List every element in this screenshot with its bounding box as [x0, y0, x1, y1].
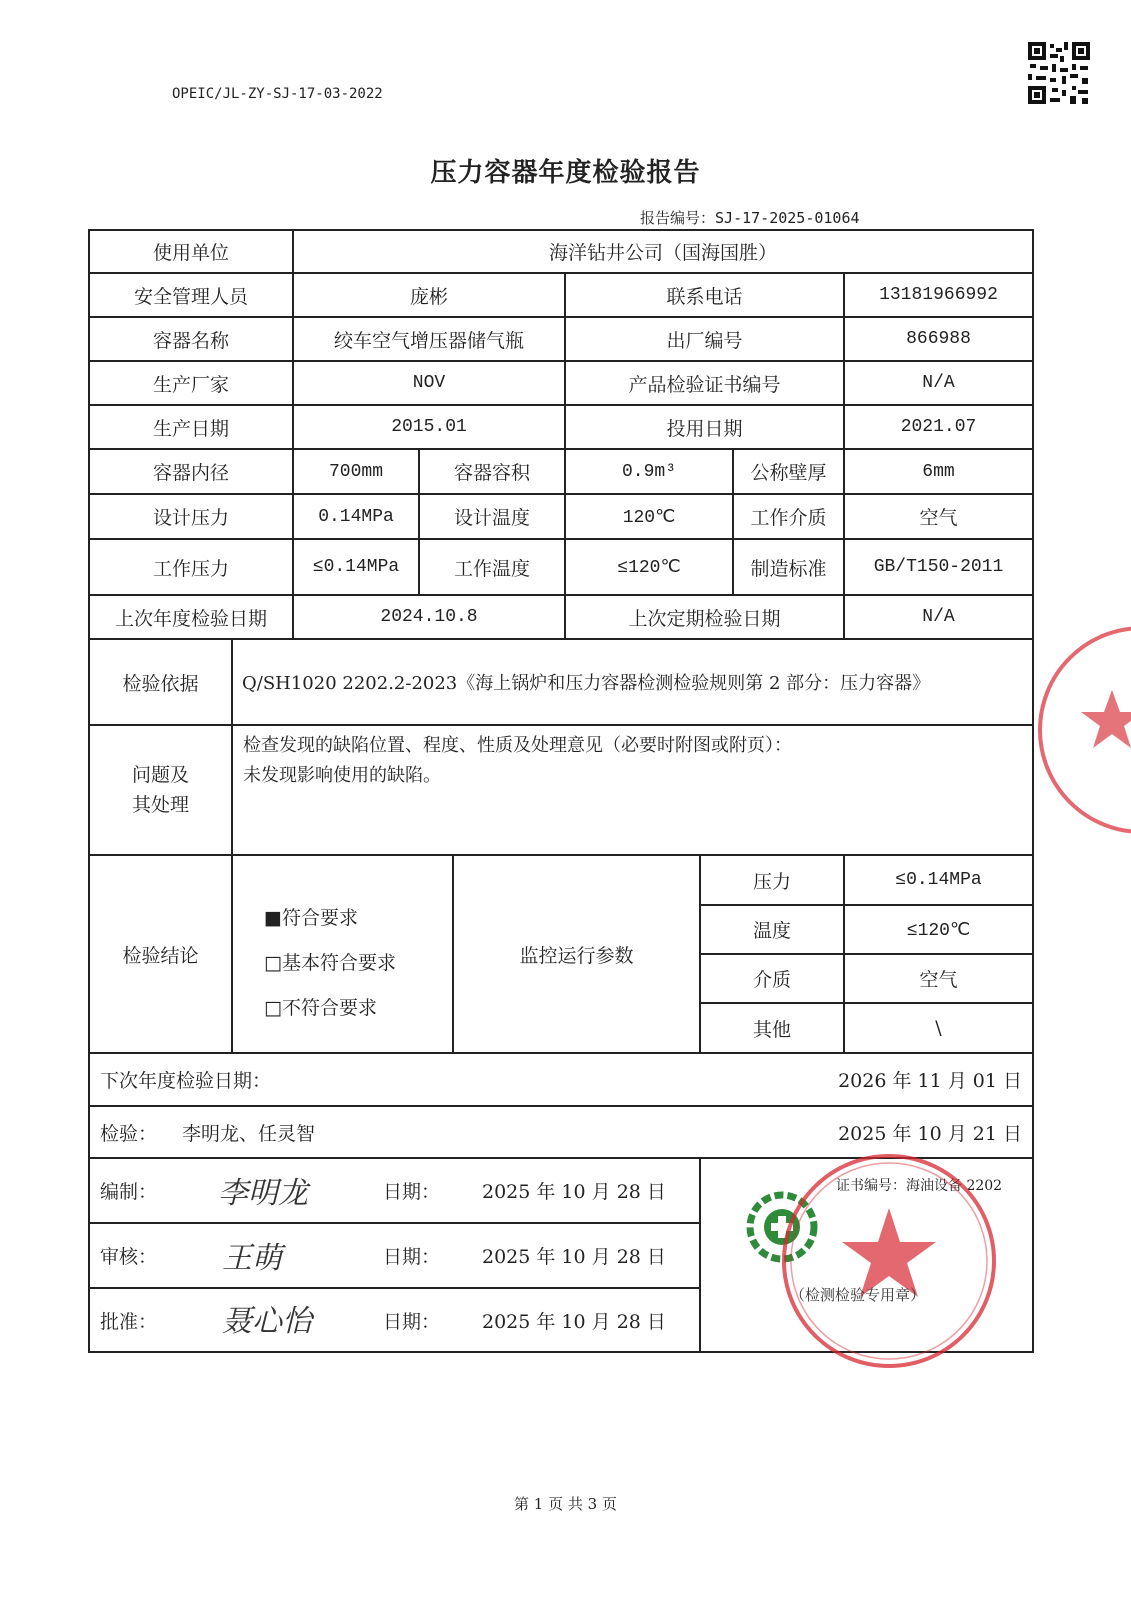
prod-date-value: 2015.01	[391, 417, 467, 437]
inner-dia-label: 容器内径	[152, 462, 229, 484]
volume-value: 0.9m³	[621, 461, 676, 482]
wall-label: 公称壁厚	[750, 462, 827, 484]
problem-text-line-2: 未发现影响使用的缺陷。	[243, 765, 441, 786]
report-title: 压力容器年度检验报告	[430, 158, 701, 188]
work-temp-label: 工作温度	[453, 557, 530, 580]
problem-text-line-1: 检查发现的缺陷位置、程度、性质及处理意见（必要时附图或附页）：	[243, 735, 792, 756]
next-inspection-label: 下次年度检验日期：	[100, 1070, 272, 1092]
monitor-temp-label: 温度	[752, 920, 791, 942]
compile-signature: 李明龙	[218, 1176, 308, 1211]
approve-date-label: 日期：	[383, 1310, 441, 1333]
next-inspection-date: 2026 年 11 月 01 日	[838, 1070, 1022, 1092]
monitor-temp-value: ≤120℃	[906, 920, 971, 941]
work-pressure-value: ≤0.14MPa	[312, 557, 400, 577]
use-date-label: 投用日期	[666, 417, 743, 440]
compile-date: 2025 年 10 月 28 日	[482, 1181, 666, 1203]
last-annual-label: 上次年度检验日期	[114, 607, 267, 630]
wall-value: 6mm	[922, 461, 955, 482]
review-date: 2025 年 10 月 28 日	[482, 1246, 666, 1268]
vessel-name-value: 绞车空气增压器储气瓶	[333, 329, 524, 352]
compile-label: 编制：	[100, 1181, 158, 1203]
cert-no-label: 产品检验证书编号	[628, 373, 781, 396]
vessel-name-label: 容器名称	[152, 329, 229, 352]
approve-signature: 聂心怡	[222, 1304, 312, 1339]
standard-label: 制造标准	[750, 557, 827, 580]
qr-code-icon	[1026, 40, 1092, 106]
problem-label-line-2: 其处理	[131, 794, 189, 816]
factory-no-value: 866988	[906, 329, 971, 349]
inspection-seal-icon	[776, 1148, 1002, 1374]
option-basically-compliant: □基本符合要求	[264, 952, 396, 974]
medium-label: 工作介质	[750, 507, 827, 529]
compile-date-label: 日期：	[383, 1181, 441, 1203]
conclusion-label: 检验结论	[122, 944, 199, 967]
option-non-compliant: □不符合要求	[264, 997, 377, 1019]
review-date-label: 日期：	[383, 1246, 441, 1268]
design-temp-value: 120℃	[622, 507, 676, 528]
user-unit-value: 海洋钻井公司（国海国胜）	[548, 242, 777, 264]
inspector-label: 检验：	[100, 1122, 158, 1145]
use-date-value: 2021.07	[900, 417, 977, 437]
monitor-medium-label: 介质	[752, 969, 791, 991]
basis-value: Q/SH1020 2202.2-2023《海上锅炉和压力容器检测检验规则第 2 部分：压力容器》	[242, 673, 931, 694]
last-periodic-value: N/A	[922, 607, 955, 627]
monitor-medium-value: 空气	[919, 969, 958, 991]
safety-manager-label: 安全管理人员	[133, 285, 248, 308]
approve-label: 批准：	[100, 1310, 158, 1333]
phone-value: 13181966992	[879, 285, 998, 305]
monitor-pressure-label: 压力	[752, 870, 791, 893]
review-signature: 王萌	[222, 1241, 282, 1276]
design-pressure-label: 设计压力	[152, 507, 229, 529]
monitor-pressure-value: ≤0.14MPa	[895, 870, 982, 890]
standard-value: GB/T150-2011	[873, 557, 1004, 577]
option-compliant: ■符合要求	[264, 907, 358, 929]
certificate-number: 证书编号：海油设备 2202	[836, 1178, 1003, 1194]
conclusion-options	[264, 896, 396, 1031]
medium-value: 空气	[919, 507, 958, 529]
problem-text	[243, 731, 792, 791]
design-temp-label: 设计温度	[453, 507, 530, 529]
document-code: OPEIC/JL-ZY-SJ-17-03-2022	[172, 86, 383, 102]
edge-seal-icon	[1032, 620, 1131, 840]
monitor-other-label: 其他	[752, 1018, 791, 1041]
report-number	[640, 207, 860, 228]
volume-label: 容器容积	[453, 462, 530, 484]
last-annual-value: 2024.10.8	[380, 607, 478, 627]
design-pressure-value: 0.14MPa	[318, 506, 394, 527]
review-label: 审核：	[100, 1246, 158, 1268]
report-number-label: 报告编号：	[640, 209, 716, 227]
work-pressure-label: 工作压力	[152, 557, 229, 580]
page-number: 第 1 页 共 3 页	[514, 1495, 617, 1513]
prod-date-label: 生产日期	[152, 417, 229, 440]
manufacturer-label: 生产厂家	[152, 373, 229, 396]
monitor-other-value: \	[935, 1017, 942, 1039]
factory-no-label: 出厂编号	[666, 329, 743, 352]
inner-dia-value: 700mm	[328, 461, 383, 482]
manufacturer-value: NOV	[412, 373, 446, 393]
phone-label: 联系电话	[666, 285, 743, 308]
work-temp-value: ≤120℃	[617, 558, 681, 578]
monitor-label: 监控运行参数	[519, 944, 634, 967]
cert-no-value: N/A	[922, 373, 955, 393]
user-unit-label: 使用单位	[152, 242, 229, 264]
problem-label-line-1: 问题及	[131, 764, 189, 786]
last-periodic-label: 上次定期检验日期	[628, 607, 781, 630]
inspection-date: 2025 年 10 月 21 日	[838, 1122, 1022, 1145]
approve-date: 2025 年 10 月 28 日	[482, 1310, 666, 1333]
basis-label: 检验依据	[122, 672, 199, 695]
safety-manager-value: 庞彬	[409, 285, 448, 308]
inspector-names: 李明龙、任灵智	[182, 1122, 316, 1145]
problem-label	[90, 726, 231, 854]
seal-caption: （检测检验专用章）	[790, 1286, 926, 1304]
report-number-value: SJ-17-2025-01064	[715, 209, 860, 227]
